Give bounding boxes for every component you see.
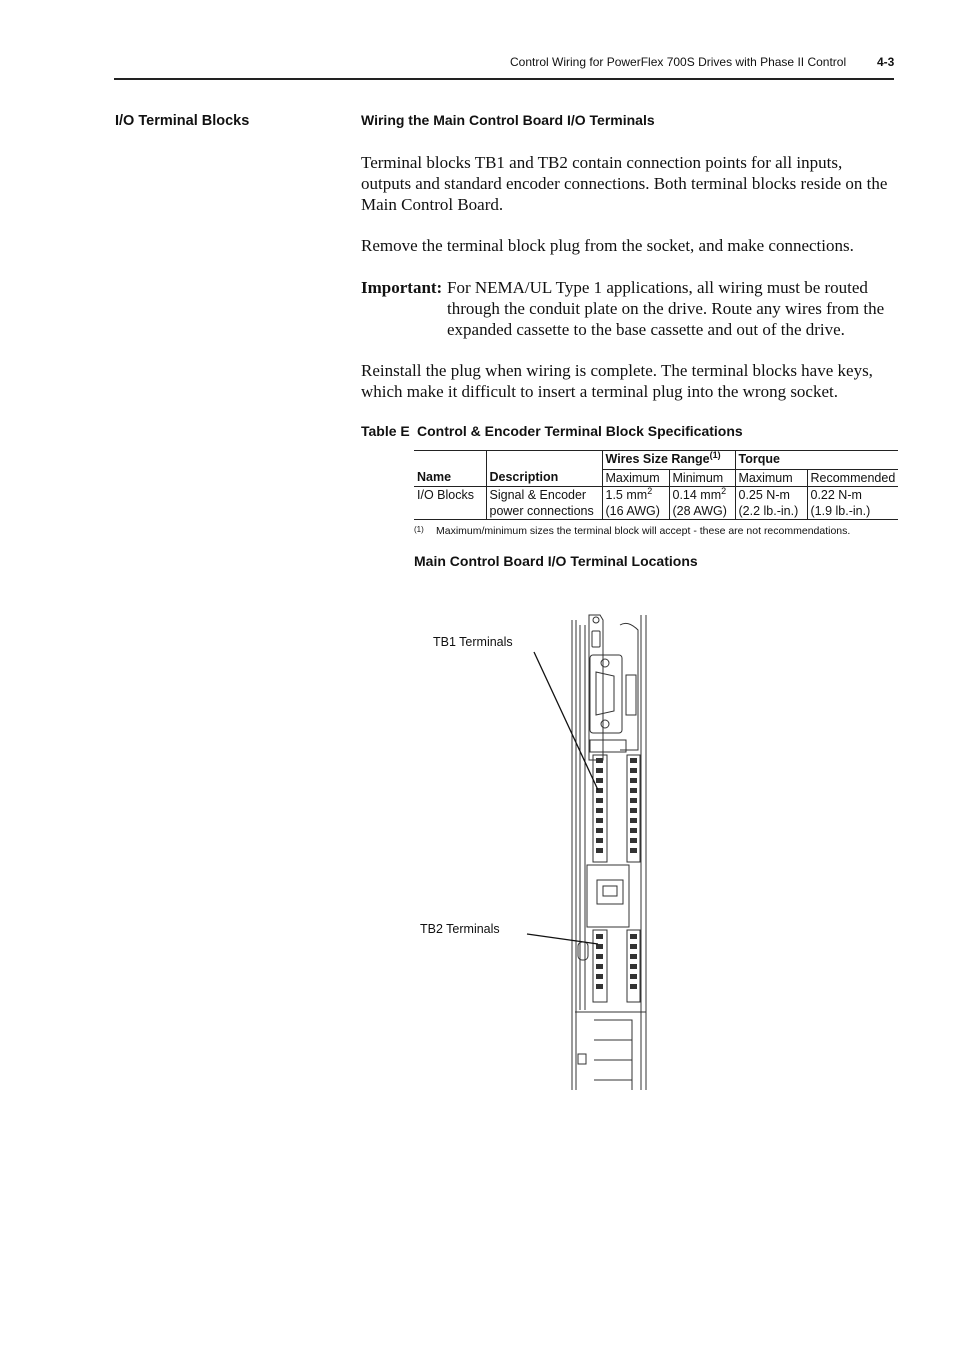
cell-name: I/O Blocks xyxy=(414,486,486,519)
figure-heading: Main Control Board I/O Terminal Locations xyxy=(414,553,698,569)
tb2-pin xyxy=(630,964,637,969)
cell-torque-max: 0.25 N-m (2.2 lb.-in.) xyxy=(735,486,807,519)
tb2-pin xyxy=(630,954,637,959)
cell-description: Signal & Encoder power connections xyxy=(486,486,602,519)
tb1-pin xyxy=(630,798,637,803)
col-header-description: Description xyxy=(486,469,602,486)
tb2-pin xyxy=(596,944,603,949)
tb2-label: TB2 Terminals xyxy=(420,922,500,936)
tb1-pin xyxy=(596,798,603,803)
section-heading: Wiring the Main Control Board I/O Terminals xyxy=(361,112,655,128)
tb2-pin xyxy=(596,934,603,939)
tb2-pin xyxy=(596,954,603,959)
tb2-pin xyxy=(630,974,637,979)
col-header-name: Name xyxy=(414,469,486,486)
tb2-pin xyxy=(596,964,603,969)
col-header-torque-rec: Recommended xyxy=(807,469,898,486)
db9-connector-icon xyxy=(596,672,614,715)
tb2-pin xyxy=(630,934,637,939)
side-clip xyxy=(626,675,636,715)
tb2-leader-line xyxy=(527,934,598,944)
tb1-pin xyxy=(596,778,603,783)
board-rails xyxy=(580,625,585,1010)
important-text: For NEMA/UL Type 1 applications, all wiring must be routed through the conduit plate on the drive. Route any wires from the expanded cassette to the base cassette and out of the drive. xyxy=(447,278,885,339)
table-number: Table E xyxy=(361,423,410,439)
running-header-title: Control Wiring for PowerFlex 700S Drives with Phase II Control xyxy=(510,55,847,69)
tb1-pin xyxy=(630,788,637,793)
paragraph-reinstall: Reinstall the plug when wiring is complete. The terminal blocks have keys, which make it difficult to insert a terminal plug into the wrong socket. xyxy=(361,361,873,401)
db9-screw-bottom-icon xyxy=(601,720,609,728)
tb2-pin xyxy=(596,974,603,979)
mounting-screw-icon xyxy=(593,617,599,623)
tb1-pin xyxy=(630,768,637,773)
tb1-pin xyxy=(596,808,603,813)
cell-wire-max: 1.5 $mm^2$ (16 AWG) xyxy=(602,486,669,519)
right-side-bracket xyxy=(620,623,638,750)
group-header-wires: Wires Size Range$^{(1)}$ xyxy=(602,451,735,470)
tb1-label: TB1 Terminals xyxy=(433,635,513,649)
col-header-wire-min: Minimum xyxy=(669,469,735,486)
footnote-marker: (1) xyxy=(414,525,424,534)
tb2-pin xyxy=(596,984,603,989)
paragraph-intro: Terminal blocks TB1 and TB2 contain connection points for all inputs, outputs and standard encoder connections. Both terminal blocks reside on the Main Control Board. xyxy=(361,153,888,214)
tb1-pin xyxy=(630,828,637,833)
rj45-jack-icon xyxy=(603,886,617,896)
tb1-pin xyxy=(630,808,637,813)
tb2-pin xyxy=(630,984,637,989)
tb1-pin xyxy=(596,818,603,823)
tb1-pin xyxy=(596,768,603,773)
cell-torque-rec: 0.22 N-m (1.9 lb.-in.) xyxy=(807,486,898,519)
page-number: 4-3 xyxy=(877,55,895,69)
lower-bracket-ribs xyxy=(594,1020,632,1090)
tb1-pin xyxy=(596,838,603,843)
paragraph-remove-plug: Remove the terminal block plug from the socket, and make connections. xyxy=(361,236,854,255)
tb1-pin xyxy=(630,818,637,823)
db9-screw-top-icon xyxy=(601,659,609,667)
tb1-pin xyxy=(596,828,603,833)
group-header-torque: Torque xyxy=(735,451,898,470)
side-heading: I/O Terminal Blocks xyxy=(115,113,250,129)
cell-wire-min: 0.14 $mm^2$ (28 AWG) xyxy=(669,486,735,519)
tb1-leader-line xyxy=(534,652,598,790)
tb2-pin xyxy=(630,944,637,949)
col-header-wire-max: Maximum xyxy=(602,469,669,486)
tb1-pin xyxy=(596,758,603,763)
tb1-pin xyxy=(630,758,637,763)
tb1-pin xyxy=(630,838,637,843)
lower-tab xyxy=(578,1054,586,1064)
important-label: Important: xyxy=(361,278,443,297)
rj45-port-icon xyxy=(597,880,623,904)
tb1-pin xyxy=(596,848,603,853)
col-header-torque-max: Maximum xyxy=(735,469,807,486)
tb1-pin xyxy=(630,848,637,853)
tb1-pin xyxy=(630,778,637,783)
footnote-ref: (1) xyxy=(709,449,721,460)
status-led-block xyxy=(592,631,600,647)
footnote-text: Maximum/minimum sizes the terminal block will accept - these are not recommendations. xyxy=(436,525,851,537)
table-title: Control & Encoder Terminal Block Specifications xyxy=(417,423,743,439)
